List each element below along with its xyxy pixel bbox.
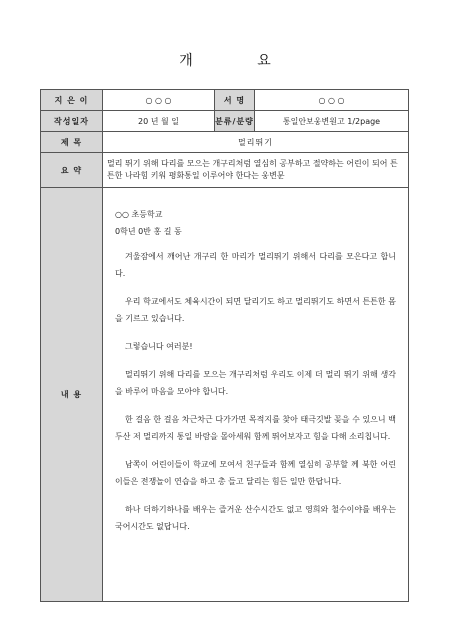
- subject-value: 멀리뛰기: [103, 132, 409, 153]
- category-label: 분류/분량: [215, 111, 255, 132]
- overview-form-table: [40, 89, 409, 602]
- summary-label: 요 약: [41, 153, 103, 188]
- author-label: 지 은 이: [41, 90, 103, 111]
- summary-value: 멀리 뛰기 위해 다리를 모으는 개구리처럼 열심히 공부하고 절약하는 어린이 되어 튼튼한 나라힘 키워 평화통일 이루어야 한다는 웅변문: [103, 153, 409, 188]
- page-title: 개 요: [179, 53, 301, 69]
- form-row-summary: [41, 153, 409, 188]
- signature-value: ○ ○ ○: [255, 90, 409, 111]
- content-paragraph: 겨울잠에서 깨어난 개구리 한 마리가 멀리뛰기 위해서 다리를 모은다고 합니다.: [115, 252, 396, 278]
- form-row-subject: [41, 132, 409, 153]
- category-value: 통일안보웅변원고 1/2page: [255, 111, 409, 132]
- subject-label: 제 목: [41, 132, 103, 153]
- student-name: 0학년 0반 홍 길 동: [115, 227, 182, 236]
- author-value: ○ ○ ○: [103, 90, 215, 111]
- content-label: 내 용: [41, 188, 103, 602]
- date-value: 20 년 월 일: [103, 111, 215, 132]
- school-name: ○○ 초등학교: [115, 210, 163, 219]
- form-row-content: [41, 188, 409, 602]
- content-paragraph: 그렇습니다 여러분!: [125, 342, 193, 351]
- signature-label: 서 명: [215, 90, 255, 111]
- date-label: 작성일자: [41, 111, 103, 132]
- content-paragraph: 남쪽이 어린이들이 학교에 모여서 친구들과 함께 열심히 공부할 께 북한 어린이들은 전쟁놀이 연습을 하고 총 들고 달리는 힘든 일만 한답니다.: [115, 460, 396, 486]
- content-paragraph: 하나 더하기하나를 배우는 즐거운 산수시간도 없고 영희와 철수이야를 배우는 국어시간도 없답니다.: [115, 505, 396, 531]
- content-paragraph: 우리 학교에서도 체육시간이 되면 달리기도 하고 멀리뛰기도 하면서 튼튼한 몸을 기르고 있습니다.: [115, 297, 396, 323]
- form-row-author: [41, 90, 409, 111]
- content-paragraph: 멀리뛰기 위해 다리를 모으는 개구리처럼 우리도 이제 더 멀리 뛰기 위해 생각을 바루어 마음을 모아야 합니다.: [115, 370, 396, 396]
- content-body: [103, 188, 409, 602]
- form-row-date: [41, 111, 409, 132]
- content-paragraph: 한 걸음 한 걸음 차근차근 다가가면 목적지를 찾아 태극깃발 꽂을 수 있으니 백두산 저 멀리까지 통일 바람을 몰아세워 함께 뛰어보자고 힘을 다해 소리칩니다.: [115, 415, 396, 441]
